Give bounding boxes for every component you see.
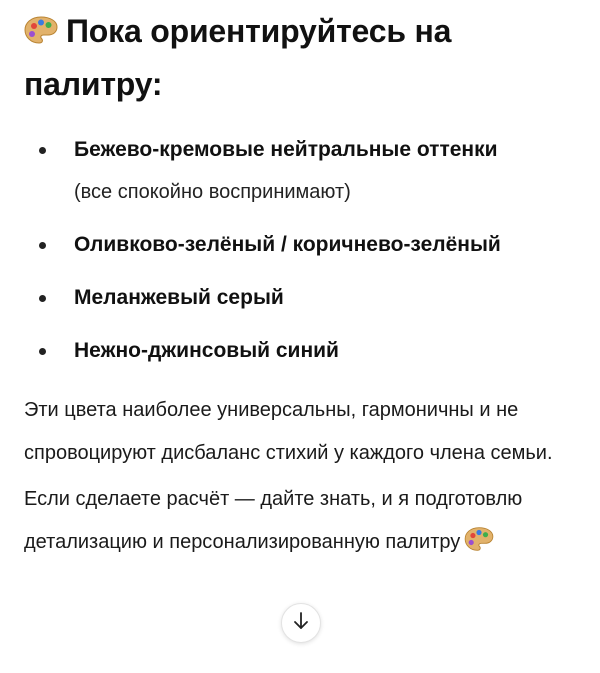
section-heading: [24, 6, 580, 109]
palette-item-note: (все спокойно воспринимают): [74, 181, 351, 203]
palette-item-title: Меланжевый серый: [74, 286, 284, 309]
list-item: [24, 135, 580, 207]
palette-list: [24, 135, 580, 366]
list-item: [24, 283, 580, 313]
bullet: [39, 348, 46, 355]
paragraph-next-steps-text: Если сделаете расчёт — дайте знать, и я подготовлю детализацию и персонализированную палитру: [24, 488, 523, 553]
palette-item-title: Оливково-зелёный / коричнево-зелёный: [74, 233, 501, 256]
palette-item-title: Нежно-джинсовый синий: [74, 339, 339, 362]
scroll-to-bottom-button[interactable]: [281, 603, 321, 643]
list-item: [24, 336, 580, 366]
bullet: [39, 147, 46, 154]
message-content: [24, 0, 580, 568]
artist-palette-icon: [464, 525, 494, 568]
heading-text: Пока ориентируйтесь на палитру:: [24, 13, 452, 102]
bullet: [39, 242, 46, 249]
arrow-down-icon: [292, 611, 310, 636]
paragraph-next-steps: [24, 478, 580, 568]
bullet: [39, 295, 46, 302]
list-item: [24, 230, 580, 260]
artist-palette-icon: [24, 9, 58, 59]
paragraph-universal-colors: Эти цвета наиболее универсальны, гармоничны и не спровоцируют дисбаланс стихий у каждого члена семьи.: [24, 399, 553, 464]
palette-item-title: Бежево-кремовые нейтральные оттенки: [74, 138, 498, 161]
